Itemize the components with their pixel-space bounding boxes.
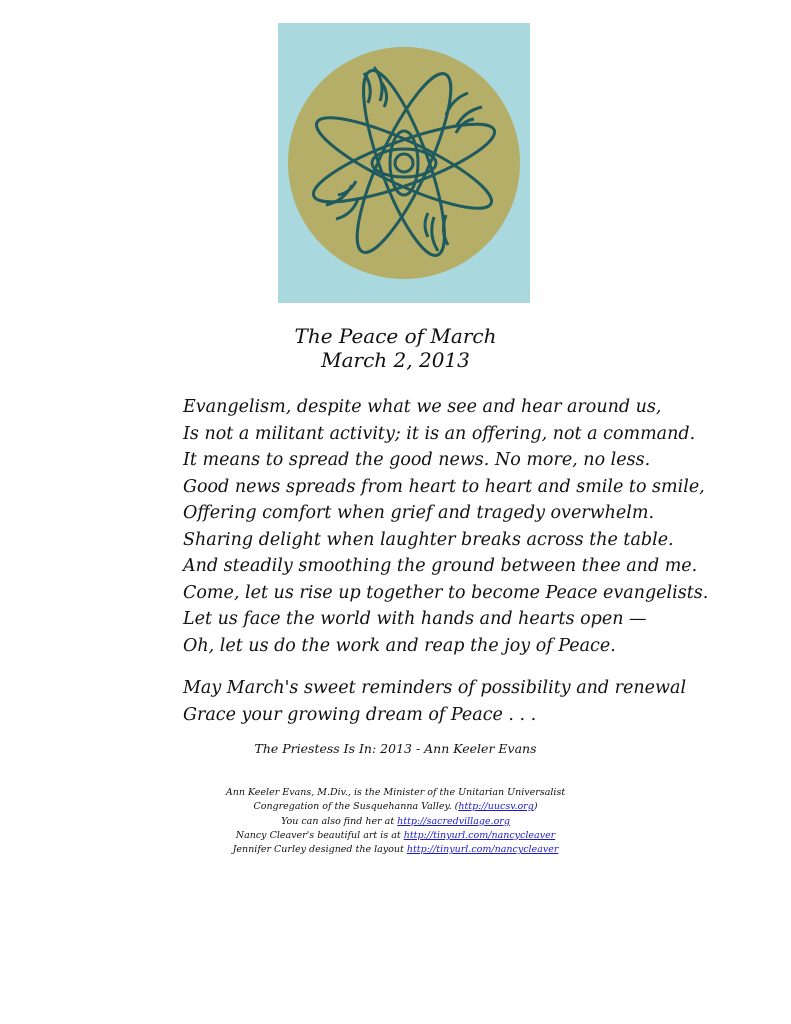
credit-line bbox=[0, 800, 791, 814]
credit-line bbox=[0, 829, 791, 843]
celtic-knot-artwork bbox=[278, 23, 530, 303]
credit-line bbox=[0, 843, 791, 857]
credit-text: You can also find her at bbox=[281, 815, 398, 827]
closing-line: Grace your growing dream of Peace . . . bbox=[183, 704, 537, 725]
signature: The Priestess Is In: 2013 - Ann Keeler Evans bbox=[254, 741, 537, 756]
poem-line: Oh, let us do the work and reap the joy of Peace. bbox=[183, 635, 616, 656]
poem-line: Good news spreads from heart to heart and smile to smile, bbox=[183, 476, 705, 497]
credit-text: Jennifer Curley designed the layout bbox=[232, 844, 407, 856]
credit-line: Ann Keeler Evans, M.Div., is the Minister of the Unitarian Universalist bbox=[225, 787, 566, 798]
poem-body bbox=[183, 394, 743, 659]
poem-line: Let us face the world with hands and hearts open — bbox=[183, 609, 647, 629]
poem-line: Offering comfort when grief and tragedy overwhelm. bbox=[183, 503, 655, 523]
poem-line: Evangelism, despite what we see and hear around us, bbox=[183, 397, 662, 417]
page-title: The Peace of March bbox=[294, 324, 497, 348]
credit-text: ) bbox=[533, 801, 538, 813]
uucsv-link[interactable]: http://uucsv.org bbox=[458, 801, 534, 813]
layout-link[interactable]: http://tinyurl.com/nancycleaver bbox=[406, 844, 559, 856]
credit-text: Nancy Cleaver's beautiful art is at bbox=[235, 829, 404, 841]
celtic-knot-wheat-icon bbox=[278, 23, 530, 303]
credits bbox=[0, 786, 791, 857]
closing-line: May March's sweet reminders of possibility and renewal bbox=[183, 678, 687, 698]
poem-line: Is not a militant activity; it is an offering, not a command. bbox=[183, 423, 696, 444]
sacredvillage-link[interactable]: http://sacredvillage.org bbox=[397, 815, 510, 827]
poem-line: Sharing delight when laughter breaks across the table. bbox=[183, 529, 674, 550]
page-date: March 2, 2013 bbox=[321, 348, 470, 372]
nancycleaver-art-link[interactable]: http://tinyurl.com/nancycleaver bbox=[403, 829, 556, 841]
credit-line bbox=[0, 815, 791, 829]
poem-line: And steadily smoothing the ground between thee and me. bbox=[183, 556, 698, 576]
poem-closing bbox=[183, 675, 743, 728]
poem-line: Come, let us rise up together to become Peace evangelists. bbox=[183, 582, 709, 603]
poem-line: It means to spread the good news. No more, no less. bbox=[183, 450, 651, 470]
credit-text: Congregation of the Susquehanna Valley. ( bbox=[253, 801, 459, 813]
